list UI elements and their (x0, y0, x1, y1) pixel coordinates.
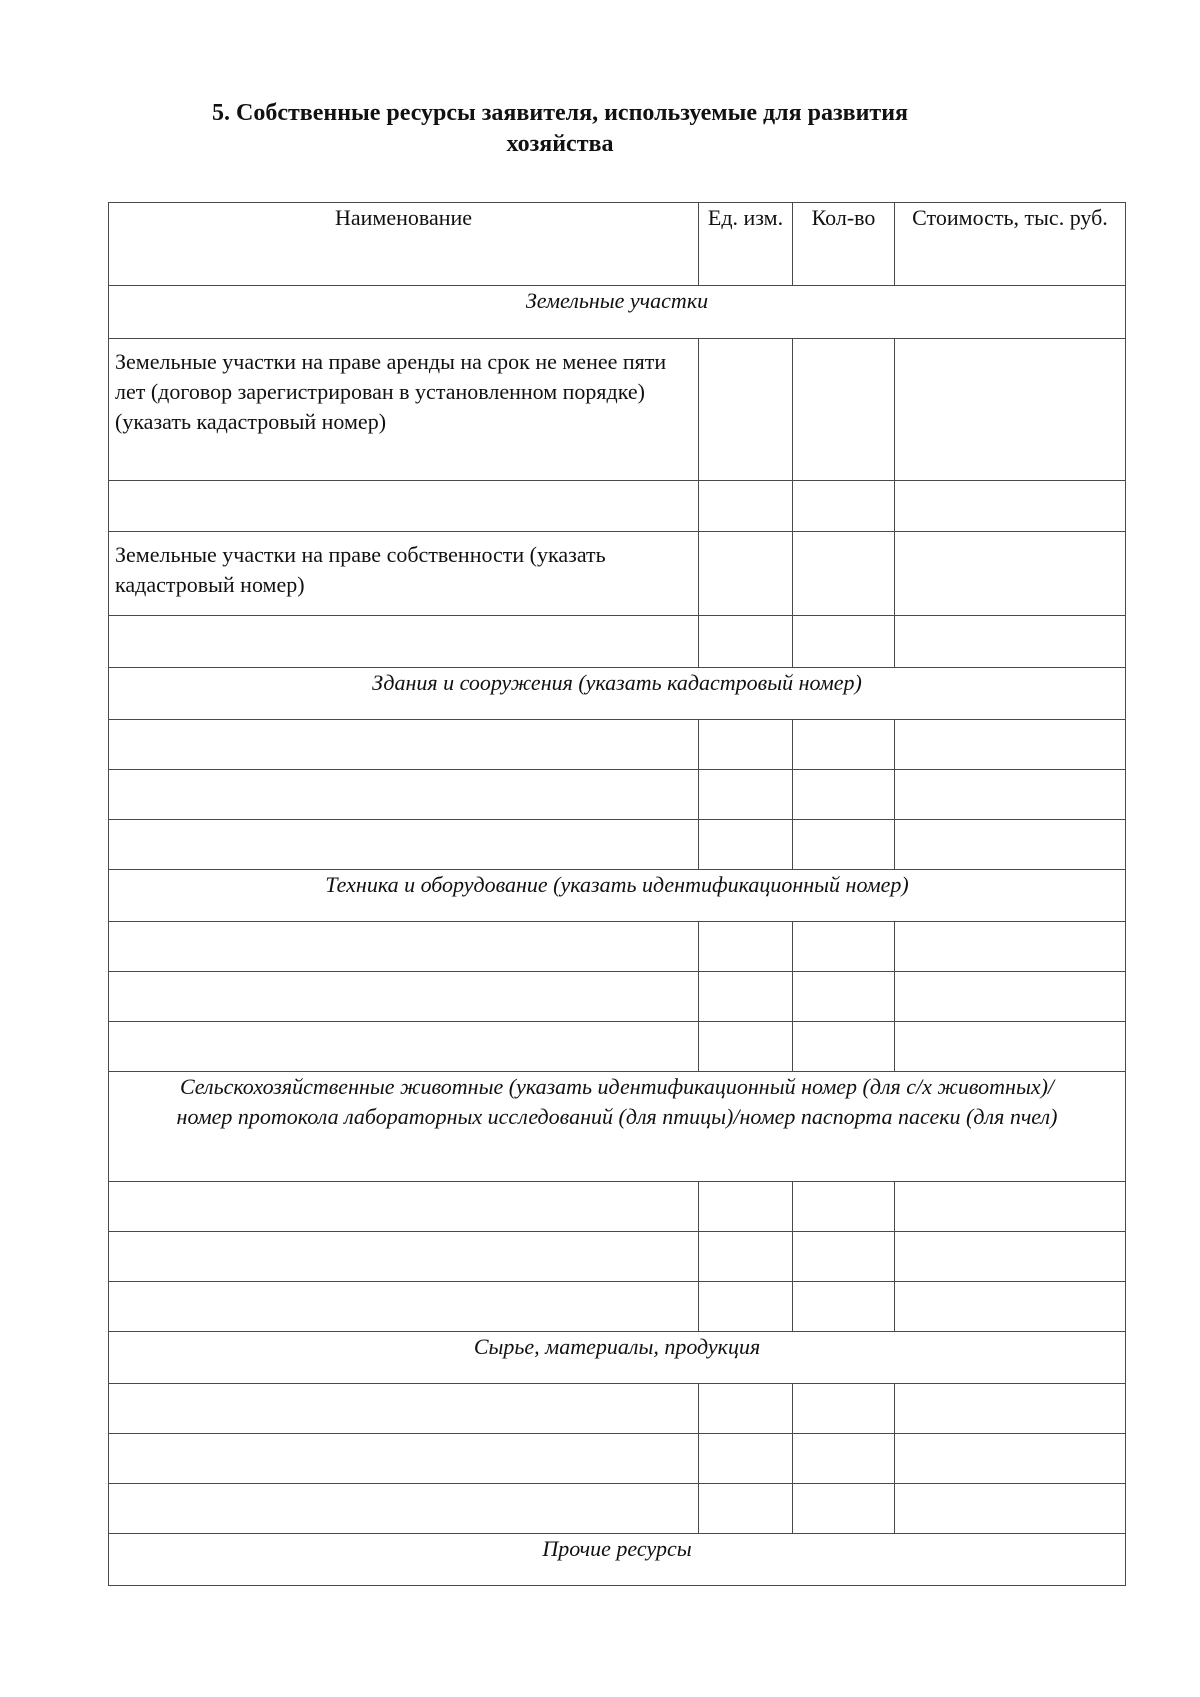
cell-cost[interactable] (895, 972, 1126, 1022)
cell-unit[interactable] (699, 1434, 793, 1484)
table-row (109, 770, 1126, 820)
cell-qty[interactable] (793, 1022, 895, 1072)
table-row (109, 972, 1126, 1022)
cell-qty[interactable] (793, 1384, 895, 1434)
cell-qty[interactable] (793, 1182, 895, 1232)
cell-cost[interactable] (895, 481, 1126, 532)
cell-qty[interactable] (793, 922, 895, 972)
cell-name[interactable] (109, 481, 699, 532)
cell-qty[interactable] (793, 532, 895, 616)
cell-name[interactable] (109, 1232, 699, 1282)
section-title-equipment: Техника и оборудование (указать идентификационный номер) (109, 870, 1126, 922)
header-name: Наименование (109, 203, 699, 286)
cell-name[interactable] (109, 922, 699, 972)
cell-qty[interactable] (793, 1484, 895, 1534)
table-row (109, 1282, 1126, 1332)
header-qty: Кол-во (793, 203, 895, 286)
cell-cost[interactable] (895, 1434, 1126, 1484)
section-row-other (109, 1534, 1126, 1586)
cell-cost[interactable] (895, 1484, 1126, 1534)
cell-name[interactable] (109, 1022, 699, 1072)
cell-unit[interactable] (699, 1282, 793, 1332)
cell-qty[interactable] (793, 1232, 895, 1282)
table-row (109, 1022, 1126, 1072)
cell-unit[interactable] (699, 770, 793, 820)
section-row-equipment (109, 870, 1126, 922)
table-row (109, 820, 1126, 870)
section-title-buildings: Здания и сооружения (указать кадастровый номер) (109, 668, 1126, 720)
cell-cost[interactable] (895, 1022, 1126, 1072)
cell-name[interactable] (109, 1434, 699, 1484)
cell-unit[interactable] (699, 339, 793, 481)
cell-unit[interactable] (699, 922, 793, 972)
row-label-land-rent: Земельные участки на праве аренды на срок не менее пяти лет (договор зарегистрирован в установленном порядке) (указать кадастровый номер) (109, 339, 699, 481)
cell-unit[interactable] (699, 972, 793, 1022)
cell-qty[interactable] (793, 972, 895, 1022)
section-row-materials (109, 1332, 1126, 1384)
table-header-row (109, 203, 1126, 286)
section-row-land (109, 286, 1126, 339)
cell-unit[interactable] (699, 532, 793, 616)
table-row (109, 1384, 1126, 1434)
table-row (109, 616, 1126, 668)
cell-cost[interactable] (895, 1232, 1126, 1282)
cell-qty[interactable] (793, 339, 895, 481)
cell-unit[interactable] (699, 1484, 793, 1534)
cell-qty[interactable] (793, 820, 895, 870)
cell-qty[interactable] (793, 1282, 895, 1332)
table-row (109, 339, 1126, 481)
section-title-other: Прочие ресурсы (109, 1534, 1126, 1586)
cell-unit[interactable] (699, 1232, 793, 1282)
cell-qty[interactable] (793, 1434, 895, 1484)
cell-unit[interactable] (699, 1022, 793, 1072)
cell-unit[interactable] (699, 820, 793, 870)
cell-cost[interactable] (895, 339, 1126, 481)
row-label-land-own: Земельные участки на праве собственности (указать кадастровый номер) (109, 532, 699, 616)
section-row-buildings (109, 668, 1126, 720)
cell-name[interactable] (109, 1182, 699, 1232)
cell-cost[interactable] (895, 1384, 1126, 1434)
cell-cost[interactable] (895, 770, 1126, 820)
cell-cost[interactable] (895, 532, 1126, 616)
cell-unit[interactable] (699, 1182, 793, 1232)
cell-unit[interactable] (699, 616, 793, 668)
cell-unit[interactable] (699, 481, 793, 532)
table-row (109, 922, 1126, 972)
section-row-animals (109, 1072, 1126, 1182)
cell-name[interactable] (109, 1282, 699, 1332)
cell-qty[interactable] (793, 481, 895, 532)
cell-qty[interactable] (793, 720, 895, 770)
table-row (109, 1434, 1126, 1484)
header-cost: Стоимость, тыс. руб. (895, 203, 1126, 286)
table-row (109, 1182, 1126, 1232)
cell-cost[interactable] (895, 1282, 1126, 1332)
page-title (150, 98, 970, 160)
cell-cost[interactable] (895, 820, 1126, 870)
table-row (109, 720, 1126, 770)
cell-cost[interactable] (895, 922, 1126, 972)
page-title-line-1: 5. Собственные ресурсы заявителя, используемые для развития (211, 100, 909, 126)
section-title-animals: Сельскохозяйственные животные (указать идентификационный номер (для с/х животных)/номер протокола лабораторных исследований (для птицы)/номер паспорта пасеки (для пчел) (109, 1072, 1126, 1182)
cell-name[interactable] (109, 616, 699, 668)
cell-cost[interactable] (895, 720, 1126, 770)
table-row (109, 1232, 1126, 1282)
table-row (109, 532, 1126, 616)
cell-cost[interactable] (895, 1182, 1126, 1232)
header-unit: Ед. изм. (699, 203, 793, 286)
table-row (109, 1484, 1126, 1534)
cell-name[interactable] (109, 820, 699, 870)
cell-name[interactable] (109, 720, 699, 770)
cell-name[interactable] (109, 770, 699, 820)
cell-name[interactable] (109, 1384, 699, 1434)
cell-name[interactable] (109, 972, 699, 1022)
cell-unit[interactable] (699, 720, 793, 770)
section-title-materials: Сырье, материалы, продукция (109, 1332, 1126, 1384)
cell-name[interactable] (109, 1484, 699, 1534)
cell-qty[interactable] (793, 616, 895, 668)
resources-table (108, 202, 1126, 1586)
cell-unit[interactable] (699, 1384, 793, 1434)
page-title-line-2: хозяйства (506, 131, 614, 157)
table-row (109, 481, 1126, 532)
cell-qty[interactable] (793, 770, 895, 820)
cell-cost[interactable] (895, 616, 1126, 668)
section-title-land: Земельные участки (109, 286, 1126, 339)
